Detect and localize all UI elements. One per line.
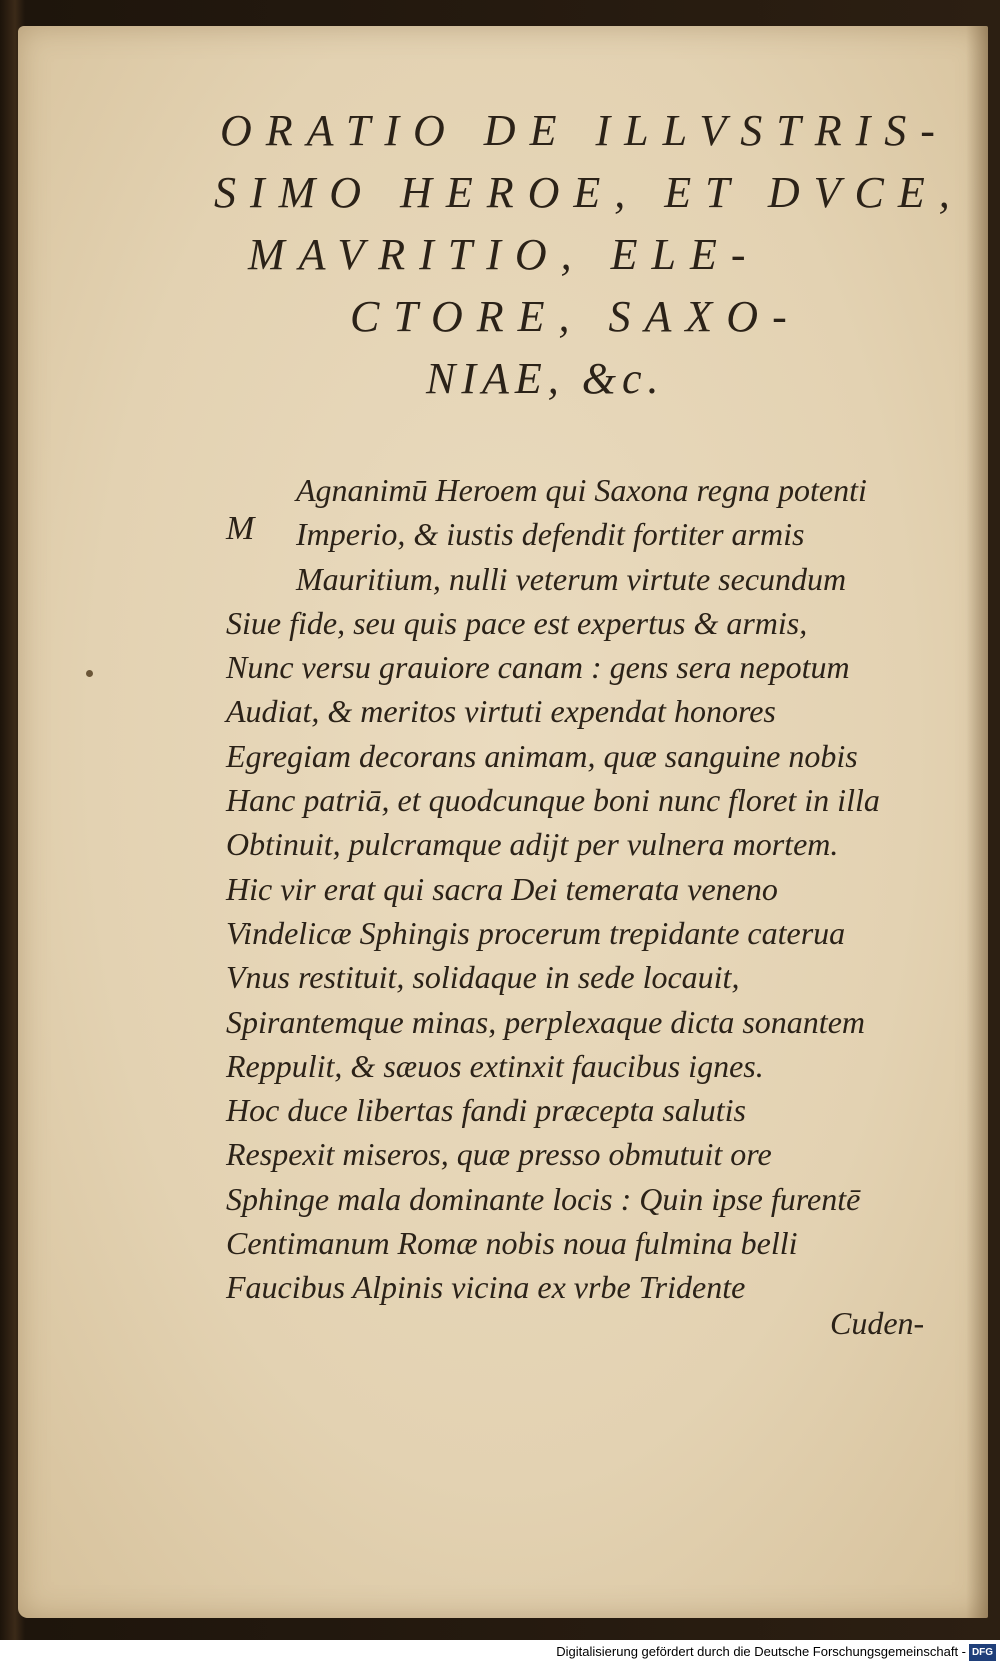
verse-line: Faucibus Alpinis vicina ex vrbe Tridente [226, 1269, 746, 1306]
verse-line: Obtinuit, pulcramque adijt per vulnera mortem. [226, 826, 839, 863]
verse-line: Spirantemque minas, perplexaque dicta sonantem [226, 1003, 865, 1040]
verse-line: Reppulit, & sæuos extinxit faucibus ignes. [226, 1047, 764, 1084]
verse-line: Agnanimū Heroem qui Saxona regna potenti [296, 472, 867, 508]
dfg-logo: DFG [969, 1644, 996, 1661]
verse-line: Centimanum Romæ nobis noua fulmina belli [226, 1225, 798, 1262]
title-line-4: CTORE, SAXO- [350, 292, 801, 341]
catchword: Cuden- [830, 1305, 925, 1341]
title-line-3: MAVRITIO, ELE- [248, 230, 760, 279]
title-line-1: ORATIO DE ILLVSTRIS- [220, 106, 949, 155]
poem-body [226, 468, 946, 1310]
verse-line: Vindelicæ Sphingis procerum trepidante caterua [226, 914, 846, 951]
verse-line: Hic vir erat qui sacra Dei temerata veneno [226, 870, 778, 907]
digitization-footer [0, 1640, 1000, 1666]
verse-line: Sphinge mala dominante locis : Quin ipse furentē [226, 1180, 861, 1217]
ink-spot [86, 670, 93, 677]
verse-line: Respexit miseros, quæ presso obmutuit ore [226, 1136, 772, 1173]
page-edge-shadow [966, 26, 988, 1618]
drop-initial: M [226, 510, 255, 547]
funding-note: Digitalisierung gefördert durch die Deutsche Forschungsgemeinschaft - [556, 1644, 966, 1659]
title-line-5: NIAE, &c. [426, 354, 665, 403]
verse-line: Audiat, & meritos virtuti expendat honores [226, 693, 776, 730]
verse-line: Siue fide, seu quis pace est expertus & armis, [226, 604, 808, 641]
verse-line: Vnus restituit, solidaque in sede locauit, [226, 959, 740, 996]
verse-line: Nunc versu grauiore canam : gens sera nepotum [226, 649, 850, 686]
verse-line: Hoc duce libertas fandi præcepta salutis [226, 1092, 746, 1129]
verse-line: Mauritium, nulli veterum virtute secundum [296, 560, 847, 597]
verse-line: Imperio, & iustis defendit fortiter armis [296, 516, 805, 553]
oration-title [200, 100, 964, 410]
verse-line: Hanc patriā, et quodcunque boni nunc floret in illa [226, 782, 880, 819]
verse-line: Egregiam decorans animam, quæ sanguine nobis [226, 737, 858, 774]
title-line-2: SIMO HEROE, ET DVCE, [214, 168, 964, 217]
